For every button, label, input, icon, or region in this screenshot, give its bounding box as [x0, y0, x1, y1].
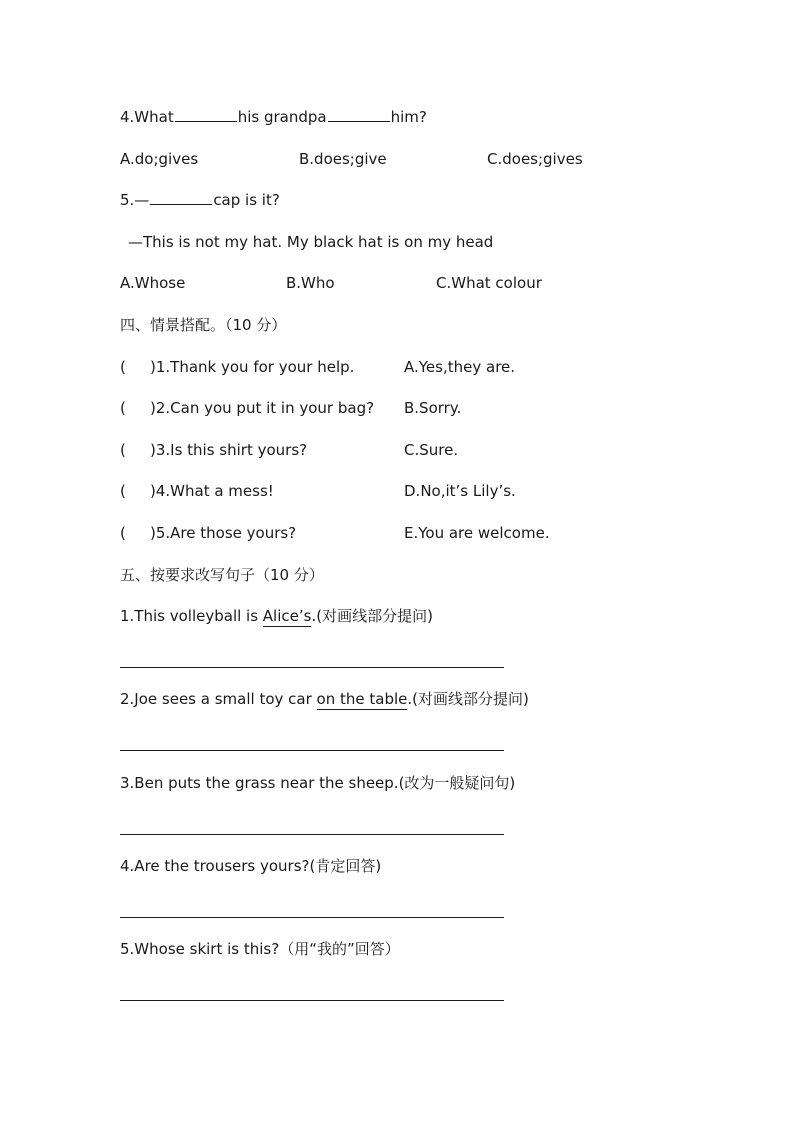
match-answer: E.You are welcome.: [404, 524, 550, 542]
question-4-text-c: him?: [390, 108, 427, 126]
option-b: B.does;give: [299, 150, 387, 168]
match-item: [120, 440, 307, 460]
rewrite-instruction: .(对画线部分提问): [407, 690, 529, 708]
question-5-text-a: 5.—: [120, 191, 150, 209]
answer-line[interactable]: [120, 667, 504, 668]
rewrite-item: [120, 856, 381, 876]
rewrite-text: 3.Ben puts the grass near the sheep.(改为一般疑问句): [120, 774, 516, 792]
match-answer: B.Sorry.: [404, 399, 462, 417]
match-question: )3.Is this shirt yours?: [150, 441, 308, 459]
match-paren[interactable]: (: [120, 441, 126, 459]
rewrite-item: [120, 606, 433, 626]
match-item: [120, 523, 296, 543]
match-answer: A.Yes,they are.: [404, 358, 516, 376]
answer-blank[interactable]: [150, 190, 212, 205]
rewrite-text: 4.Are the trousers yours?(肯定回答): [120, 857, 382, 875]
option-b: B.Who: [286, 274, 335, 292]
match-paren[interactable]: (: [120, 524, 126, 542]
option-a: A.do;gives: [120, 150, 199, 168]
underlined-text: on the table: [316, 690, 408, 708]
question-4-text-a: 4.What: [120, 108, 174, 126]
option-c: C.What colour: [436, 274, 542, 292]
section-4-title: 四、情景搭配。（10 分）: [120, 316, 287, 334]
question-4-text-b: his grandpa: [237, 108, 327, 126]
question-5-reply: —This is not my hat. My black hat is on my head: [128, 233, 494, 251]
match-answer: D.No,it’s Lily’s.: [404, 482, 516, 500]
match-question: )2.Can you put it in your bag?: [150, 399, 375, 417]
rewrite-item: [120, 689, 529, 709]
option-a: A.Whose: [120, 274, 186, 292]
answer-blank[interactable]: [328, 107, 390, 122]
match-item: [120, 398, 374, 418]
match-question: )1.Thank you for your help.: [150, 358, 355, 376]
rewrite-item: [120, 939, 400, 959]
question-5: [120, 190, 280, 210]
match-item: [120, 357, 354, 377]
section-5-title: 五、按要求改写句子（10 分）: [120, 566, 324, 584]
answer-line[interactable]: [120, 1000, 504, 1001]
match-paren[interactable]: (: [120, 358, 126, 376]
match-item: [120, 481, 274, 501]
question-5-text-b: cap is it?: [213, 191, 280, 209]
question-4: [120, 107, 427, 127]
match-question: )4.What a mess!: [150, 482, 274, 500]
answer-blank[interactable]: [175, 107, 237, 122]
rewrite-text: 2.Joe sees a small toy car: [120, 690, 317, 708]
option-c: C.does;gives: [487, 150, 583, 168]
match-paren[interactable]: (: [120, 482, 126, 500]
answer-line[interactable]: [120, 917, 504, 918]
rewrite-item: [120, 773, 515, 793]
answer-line[interactable]: [120, 834, 504, 835]
answer-line[interactable]: [120, 750, 504, 751]
rewrite-text: 1.This volleyball is: [120, 607, 263, 625]
rewrite-instruction: .(对画线部分提问): [311, 607, 433, 625]
match-question: )5.Are those yours?: [150, 524, 297, 542]
rewrite-text: 5.Whose skirt is this?（用“我的”回答）: [120, 940, 400, 958]
underlined-text: Alice’s: [262, 607, 312, 625]
match-paren[interactable]: (: [120, 399, 126, 417]
match-answer: C.Sure.: [404, 441, 459, 459]
